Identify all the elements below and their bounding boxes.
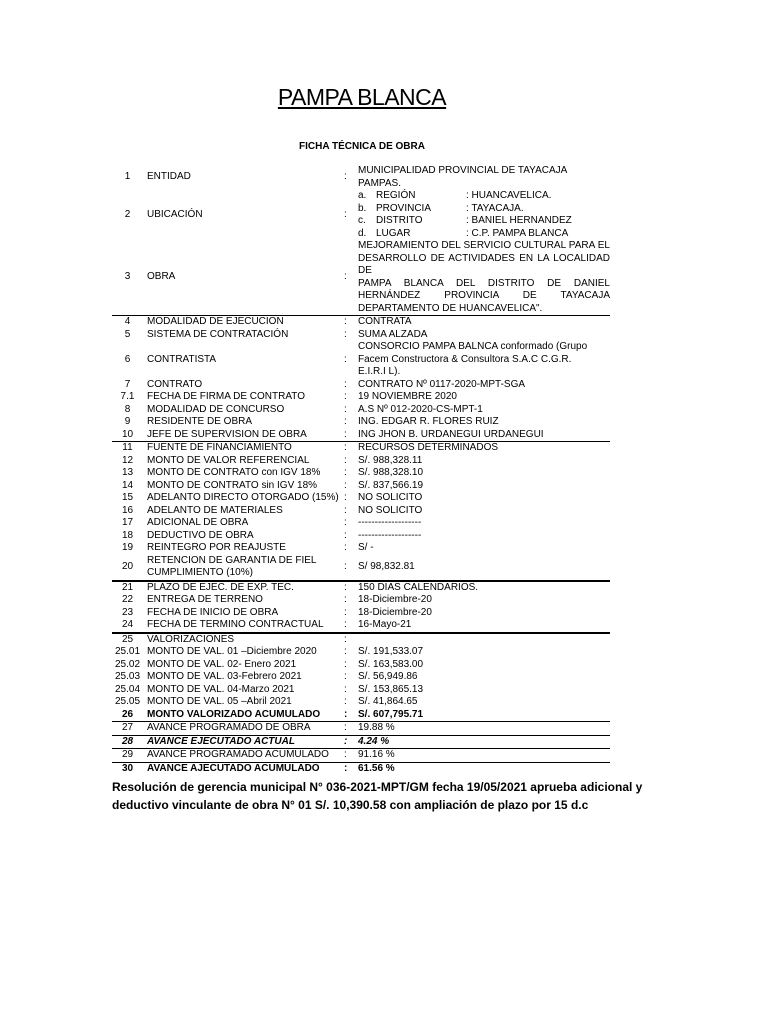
item-number: 7.1 — [120, 391, 135, 402]
separator: : — [344, 208, 347, 220]
page-title: PAMPA BLANCA — [277, 84, 447, 110]
item-number: 16 — [121, 504, 134, 516]
item-label: CONTRATISTA — [147, 353, 217, 365]
table-row — [112, 659, 610, 672]
ubicacion-item: d. LUGAR : C.P. PAMPA BLANCA — [358, 227, 569, 239]
item-label: UBICACIÓN — [147, 208, 203, 220]
ubicacion-item: b. PROVINCIA : TAYACAJA. — [358, 202, 524, 214]
table-row — [112, 240, 610, 316]
item-label: MONTO DE VAL. 02- Enero 2021 — [147, 658, 297, 670]
item-value — [356, 633, 610, 647]
item-label: AVANCE PROGRAMADO DE OBRA — [143, 722, 344, 736]
item-value: S/. 163,583.00 — [358, 658, 424, 670]
separator: : — [344, 442, 356, 455]
obra-description: MEJORAMIENTO DEL SERVICIO CULTURAL PARA EL DESARROLLO DE ACTIVIDADES EN LA LOCALIDAD DE PAMPA BLANCA DEL DISTRITO DE DANIEL HERNÁNDEZ PROVINCIA DE TAYACAJA DEPARTAMENTO DE HUANCAVELICA". — [358, 240, 610, 314]
item-value: S/. 41,864.65 — [358, 696, 418, 707]
table-row — [112, 379, 610, 392]
separator: : — [344, 492, 347, 503]
item-value: ------------------- — [358, 517, 422, 528]
ubicacion-item: a. REGIÓN : HUANCAVELICA. — [358, 190, 552, 201]
item-value: S/. 607,795.71 — [356, 709, 610, 722]
separator: : — [344, 271, 347, 283]
item-number: 5 — [124, 328, 131, 340]
table-row — [112, 530, 610, 543]
item-number: 9 — [124, 416, 131, 427]
item-number: 17 — [121, 517, 134, 528]
separator: : — [344, 594, 347, 605]
item-label: MONTO DE VAL. 01 –Diciembre 2020 — [147, 646, 317, 657]
item-value: MUNICIPALIDAD PROVINCIAL DE TAYACAJA PAMPAS. — [358, 165, 567, 189]
separator: : — [344, 749, 356, 763]
item-label: MONTO DE VAL. 03-Febrero 2021 — [147, 671, 302, 682]
item-label: MONTO DE CONTRATO con IGV 18% — [147, 467, 321, 478]
item-number: 21 — [112, 581, 143, 595]
separator: : — [344, 633, 356, 647]
item-label: RETENCION DE GARANTIA DE FIEL CUMPLIMIENTO (10%) — [147, 554, 317, 578]
separator: : — [344, 735, 356, 749]
item-number: 27 — [112, 722, 143, 736]
table-row — [112, 762, 610, 775]
table-row — [112, 165, 610, 190]
table-row — [112, 646, 610, 659]
item-number: 14 — [121, 479, 134, 491]
table-row — [112, 594, 610, 607]
table-row — [112, 442, 610, 455]
separator: : — [344, 328, 347, 340]
item-value: NO SOLICITO — [358, 492, 423, 503]
item-number: 25.03 — [114, 671, 141, 682]
separator: : — [344, 529, 347, 541]
separator: : — [344, 479, 347, 491]
table-row — [112, 480, 610, 493]
separator: : — [344, 658, 347, 670]
document-subtitle: FICHA TÉCNICA DE OBRA — [299, 141, 425, 152]
table-row — [112, 329, 610, 342]
separator: : — [344, 560, 347, 572]
item-label: MONTO DE VAL. 04-Marzo 2021 — [147, 683, 295, 695]
table-row — [112, 581, 610, 595]
separator: : — [344, 696, 347, 707]
item-value: 18-Diciembre-20 — [358, 594, 432, 605]
item-number: 23 — [121, 606, 134, 618]
item-label: CONTRATO — [147, 378, 203, 390]
item-number: 25.04 — [114, 683, 141, 695]
item-label: MODALIDAD DE EJECUCION — [143, 316, 344, 329]
separator: : — [344, 378, 347, 390]
contratista-value: CONSORCIO PAMPA BALNCA conformado (Grupo Facem Constructora & Consultora S.A.C C.G.R. E.I.R.I L). — [358, 341, 588, 377]
table-row — [112, 190, 610, 240]
table-row — [112, 735, 610, 749]
table-row — [112, 607, 610, 620]
item-number: 7 — [124, 378, 131, 390]
item-number: 12 — [121, 454, 134, 466]
item-number: 25 — [112, 633, 143, 647]
item-value: ------------------- — [358, 529, 422, 541]
table-row — [112, 467, 610, 480]
item-number: 25.05 — [114, 696, 141, 707]
item-value: SUMA ALZADA — [358, 328, 428, 340]
item-label: DEDUCTIVO DE OBRA — [147, 529, 254, 541]
item-label: MONTO DE VALOR REFERENCIAL — [147, 454, 310, 466]
table-row — [112, 404, 610, 417]
item-label: FUENTE DE FINANCIAMIENTO — [143, 442, 344, 455]
separator: : — [344, 542, 347, 553]
item-number: 26 — [112, 709, 143, 722]
table-row — [112, 671, 610, 684]
item-value: 4.24 % — [356, 735, 610, 749]
table-row — [112, 619, 610, 633]
item-value: 19.88 % — [356, 722, 610, 736]
item-number: 10 — [121, 428, 134, 440]
item-label: FECHA DE INICIO DE OBRA — [147, 606, 279, 618]
item-label: ENTIDAD — [147, 171, 191, 183]
item-number: 13 — [121, 467, 134, 478]
item-number: 8 — [124, 403, 131, 415]
ubicacion-item: c. DISTRITO : BANIEL HERNANDEZ — [358, 215, 572, 226]
item-value: CONTRATO Nº 0117-2020-MPT-SGA — [358, 378, 526, 390]
table-row — [112, 684, 610, 697]
item-value: 16-Mayo-21 — [358, 619, 412, 630]
item-value: S/. 56,949.86 — [358, 671, 418, 682]
resolution-note: Resolución de gerencia municipal N° 036-2021-MPT/GM fecha 19/05/2021 aprueba adicional y deductivo vinculante de obra N° 01 S/. 10,390.58 con ampliación de plazo por 15 d.c — [112, 780, 643, 812]
item-number: 4 — [112, 316, 143, 329]
item-label: MONTO DE CONTRATO sin IGV 18% — [147, 479, 318, 491]
separator: : — [344, 504, 347, 516]
ficha-tecnica-table — [112, 165, 610, 775]
item-number: 15 — [121, 492, 134, 503]
separator: : — [344, 683, 347, 695]
item-value — [356, 190, 610, 240]
separator: : — [344, 316, 356, 329]
item-number: 22 — [121, 594, 134, 605]
table-row — [112, 455, 610, 468]
table-row — [112, 696, 610, 709]
table-row — [112, 749, 610, 763]
item-label: REINTEGRO POR REAJUSTE — [147, 542, 286, 553]
table-row — [112, 391, 610, 404]
item-label: FECHA DE FIRMA DE CONTRATO — [147, 391, 305, 402]
item-value: ING JHON B. URDANEGUI URDANEGUI — [358, 428, 544, 440]
item-value: S/. 191,533.07 — [358, 646, 424, 657]
item-number: 2 — [124, 208, 131, 220]
item-label: ENTREGA DE TERRENO — [147, 594, 263, 605]
separator: : — [344, 454, 347, 466]
item-label: AVANCE PROGRAMADO ACUMULADO — [143, 749, 344, 763]
item-label: FECHA DE TERMINO CONTRACTUAL — [147, 619, 324, 630]
separator: : — [344, 428, 347, 440]
separator: : — [344, 353, 347, 365]
table-row — [112, 316, 610, 329]
separator: : — [344, 619, 347, 630]
item-value: 19 NOVIEMBRE 2020 — [358, 391, 457, 402]
item-value: NO SOLICITO — [358, 504, 423, 516]
table-row — [112, 505, 610, 518]
table-row — [112, 492, 610, 505]
separator: : — [344, 762, 348, 774]
item-value: RECURSOS DETERMINADOS — [356, 442, 610, 455]
total-row — [112, 709, 610, 722]
item-number: 25.02 — [114, 658, 141, 670]
separator: : — [344, 671, 347, 682]
table-row — [112, 429, 610, 442]
item-value: CONTRATA — [356, 316, 610, 329]
separator: : — [344, 646, 347, 657]
item-label: JEFE DE SUPERVISION DE OBRA — [147, 428, 307, 440]
item-number: 30 — [121, 762, 134, 774]
item-value: A.S Nº 012-2020-CS-MPT-1 — [358, 403, 483, 415]
table-row — [112, 517, 610, 530]
item-value: S/ 98,832.81 — [358, 560, 415, 572]
item-number: 29 — [112, 749, 143, 763]
table-row — [112, 542, 610, 555]
item-label: PLAZO DE EJEC. DE EXP. TEC. — [143, 581, 344, 595]
item-label: MONTO DE VAL. 05 –Abril 2021 — [147, 696, 292, 707]
item-label: AVANCE AJECUTADO ACUMULADO — [147, 762, 320, 774]
table-row — [112, 633, 610, 647]
item-number: 6 — [124, 353, 131, 365]
table-row — [112, 555, 610, 581]
item-label: RESIDENTE DE OBRA — [147, 416, 253, 427]
item-label: VALORIZACIONES — [143, 633, 344, 647]
separator: : — [344, 467, 347, 478]
separator: : — [344, 606, 347, 618]
item-number: 18 — [121, 529, 134, 541]
item-number: 28 — [112, 735, 143, 749]
item-number: 19 — [121, 542, 134, 553]
item-value: ING. EDGAR R. FLORES RUIZ — [358, 416, 499, 427]
item-number: 11 — [112, 442, 143, 455]
separator: : — [344, 722, 356, 736]
item-value: S/. 153,865.13 — [358, 683, 424, 695]
item-label: OBRA — [147, 271, 176, 283]
item-number: 20 — [121, 560, 134, 572]
item-number: 3 — [124, 271, 131, 283]
item-label: ADELANTO DE MATERIALES — [147, 504, 283, 516]
separator: : — [344, 403, 347, 415]
separator: : — [344, 391, 347, 402]
item-label: MODALIDAD DE CONCURSO — [147, 403, 285, 415]
separator: : — [344, 171, 347, 183]
item-value: 61.56 % — [358, 762, 395, 774]
table-row — [112, 341, 610, 379]
item-number: 25.01 — [114, 646, 141, 657]
item-label: AVANCE EJECUTADO ACTUAL — [143, 735, 344, 749]
item-label: MONTO VALORIZADO ACUMULADO — [143, 709, 344, 722]
item-value: S/. 837,566.19 — [358, 479, 424, 491]
separator: : — [344, 416, 347, 427]
item-value: 91.16 % — [356, 749, 610, 763]
separator: : — [344, 581, 356, 595]
item-label: ADICIONAL DE OBRA — [147, 517, 249, 528]
item-value: 18-Diciembre-20 — [358, 606, 432, 618]
item-value: 150 DIAS CALENDARIOS. — [356, 581, 610, 595]
item-label: ADELANTO DIRECTO OTORGADO (15%) — [147, 492, 339, 503]
table-row — [112, 722, 610, 736]
item-number: 24 — [121, 619, 134, 630]
separator: : — [344, 517, 347, 528]
item-value: S/. 988,328.10 — [358, 467, 424, 478]
item-value: S/. 988,328.11 — [358, 454, 423, 466]
item-label: SISTEMA DE CONTRATACIÓN — [147, 328, 289, 340]
item-number: 1 — [124, 171, 131, 183]
item-value: S/ - — [358, 542, 374, 553]
table-row — [112, 416, 610, 429]
separator: : — [344, 709, 356, 722]
